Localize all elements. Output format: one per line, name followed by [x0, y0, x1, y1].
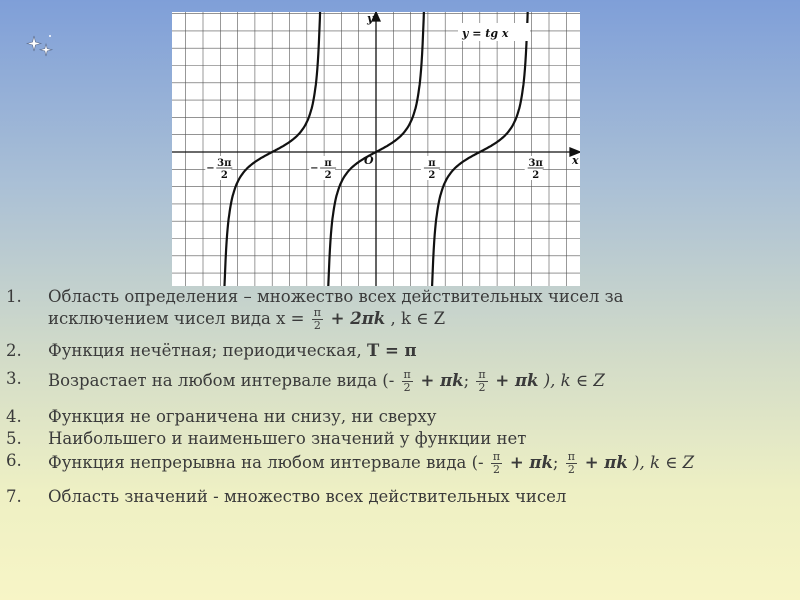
tick-label-denominator: 2 [532, 170, 540, 181]
item-number: 6. [6, 451, 22, 470]
item-number: 4. [6, 407, 22, 426]
tick-label-denominator: 2 [428, 170, 436, 181]
item-text: ; [552, 453, 564, 472]
fraction: $\frac{\pi}{2}$ [403, 368, 411, 394]
item-text: Функция непрерывна на любом интервале вида (- [48, 453, 489, 472]
tick-minus-sign: − [206, 163, 215, 174]
item-text: ), k ∈ Z [538, 371, 605, 390]
item-text: Область значений - множество всех действительных чисел [48, 487, 567, 506]
tick-label-numerator: 3π [528, 158, 543, 169]
tick-label-denominator: 2 [220, 170, 228, 181]
sparkle-decoration-icon [26, 30, 58, 62]
item-text: Наибольшего и наименьшего значений у функции нет [48, 429, 527, 448]
list-item [6, 487, 796, 509]
item-text: Функция не ограничена ни снизу, ни сверху [48, 407, 437, 426]
fraction: $\frac{\pi}{2}$ [478, 368, 486, 394]
item-formula: + 2πk [324, 309, 386, 328]
tick-labels [205, 156, 543, 181]
x-axis-label: x [572, 154, 579, 167]
item-text: исключением чисел вида x = [48, 309, 310, 328]
y-axis-label: y [367, 12, 374, 25]
item-formula: + πk [489, 371, 539, 390]
item-formula: + πk [578, 453, 628, 472]
item-number: 1. [6, 287, 22, 306]
item-formula: + πk [414, 371, 464, 390]
item-text: ; [463, 371, 475, 390]
item-text: ), k ∈ Z [627, 453, 695, 472]
item-number: 2. [6, 341, 22, 360]
list-item [6, 287, 796, 341]
item-formula: + πk [504, 453, 553, 472]
list-item [6, 369, 796, 407]
fraction: $\frac{\pi}{2}$ [313, 306, 321, 332]
period-formula: T = π [366, 341, 417, 360]
item-text: Функция нечётная; периодическая, [48, 341, 367, 360]
item-text: Область определения – множество всех действительных чисел за [48, 287, 624, 306]
tick-label-numerator: π [324, 158, 332, 169]
fraction: $\frac{\pi}{2}$ [492, 450, 501, 476]
origin-label: O [364, 154, 374, 167]
properties-list [6, 287, 796, 509]
list-item [6, 429, 796, 451]
item-text: Возрастает на любом интервале вида (- [48, 371, 400, 390]
tick-minus-sign: − [310, 163, 319, 174]
tick-label-numerator: 3π [217, 158, 232, 169]
tick-label-denominator: 2 [324, 170, 332, 181]
graph-title: y = tg x [462, 27, 509, 40]
list-item [6, 451, 796, 487]
list-item [6, 341, 796, 369]
list-item [6, 407, 796, 429]
item-number: 5. [6, 429, 22, 448]
tick-label-numerator: π [428, 158, 436, 169]
fraction: $\frac{\pi}{2}$ [567, 450, 575, 476]
tangent-graph [172, 12, 580, 286]
item-text: , k ∈ Z [385, 309, 446, 328]
item-number: 7. [6, 487, 22, 506]
graph-axes [172, 12, 580, 286]
item-number: 3. [6, 369, 22, 388]
